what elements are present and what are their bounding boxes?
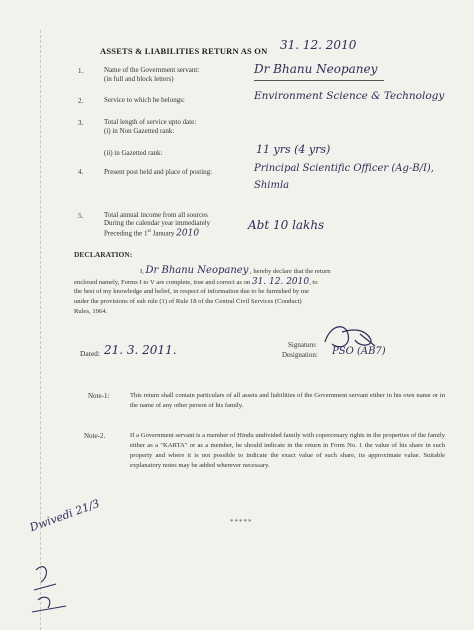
item-label: Total annual income from all sources xyxy=(104,211,208,219)
declaration-line-3: the best of my knowledge and belief, in respect of information due to be furnished by me xyxy=(74,288,309,295)
gazetted-service-value: 11 yrs (4 yrs) xyxy=(256,143,331,156)
income-year: 2010 xyxy=(176,228,200,239)
margin-note: Dwivedi 21/3 xyxy=(28,496,102,535)
item-number: 3. xyxy=(78,119,84,127)
title-text: ASSETS & LIABILITIES RETURN AS ON xyxy=(100,46,268,56)
underline xyxy=(254,80,384,81)
item-sublabel: (i) in Non Gazetted rank: xyxy=(104,127,175,135)
declaration-line-2: enclosed namely, Forms I to V are complete, true and correct as on 31. 12. 2010, to xyxy=(74,277,318,287)
item-number: 2. xyxy=(78,97,84,105)
item-label: Present post held and place of posting: xyxy=(104,168,213,176)
page-title xyxy=(100,46,267,56)
item-number: 5. xyxy=(78,212,84,220)
item-label: Service to which he belongs: xyxy=(104,96,185,104)
declaration-date: 31. 12. 2010 xyxy=(251,277,310,287)
signature-label: Signature: xyxy=(288,341,317,349)
note-label: Note-2. xyxy=(84,432,106,440)
declaration-line-4: under the provisions of sub rule (1) of Rule 18 of the Central Civil Services (Conduct) xyxy=(74,298,302,305)
item-label: Name of the Government servant: xyxy=(104,66,200,74)
post-value: Principal Scientific Officer (Ag-B/I), Shimla xyxy=(254,163,434,191)
declaration-line-1: I, Dr Bhanu Neopaney , hereby declare that the return xyxy=(140,265,331,276)
note-label: Note-1: xyxy=(88,392,110,400)
service-value: Environment Science & Technology xyxy=(254,90,445,102)
item-sublabel-date: Preceding the 1st January 2010 xyxy=(104,228,200,239)
dated-value: 21. 3. 2011. xyxy=(104,343,177,357)
item-label: (ii) in Gazetted rank: xyxy=(104,149,163,157)
margin-initials-mark xyxy=(26,560,76,620)
dated-label: Dated: xyxy=(80,349,100,358)
income-value: Abt 10 lakhs xyxy=(248,218,325,232)
servant-name: Dr Bhanu Neopaney xyxy=(254,62,378,76)
declarant-name: Dr Bhanu Neopaney xyxy=(145,265,249,276)
declaration-line-5: Rules, 1964. xyxy=(74,308,108,315)
item-number: 1. xyxy=(78,67,84,75)
declaration-heading: DECLARATION: xyxy=(74,250,133,259)
item-number: 4. xyxy=(78,168,84,176)
item-label: Total length of service upto date: xyxy=(104,118,197,126)
note-text: If a Government servant is a member of Hindu undivided family with copercenary rights in the properties of the family either as a "KARTA" or as a member, he should indicate in the return in Form No. 1 the value of his share in such property and where it is not possible to indicate the exact value of such share, its approximate value. Suitable explanatory notes may be added wherever necessary. xyxy=(130,432,445,469)
designation-value: PSO (AB7) xyxy=(332,346,386,357)
item-sublabel: During the calendar year immediately xyxy=(104,219,211,227)
designation-label: Designation: xyxy=(282,351,318,359)
note-text: This return shall contain particulars of all assets and liabilities of the Government servant either in his own name or in the name of any other person of his family. xyxy=(130,392,445,409)
return-date: 31. 12. 2010 xyxy=(280,38,357,52)
separator-stars: ***** xyxy=(230,518,253,526)
item-sublabel: (in full and block letters) xyxy=(104,75,174,83)
